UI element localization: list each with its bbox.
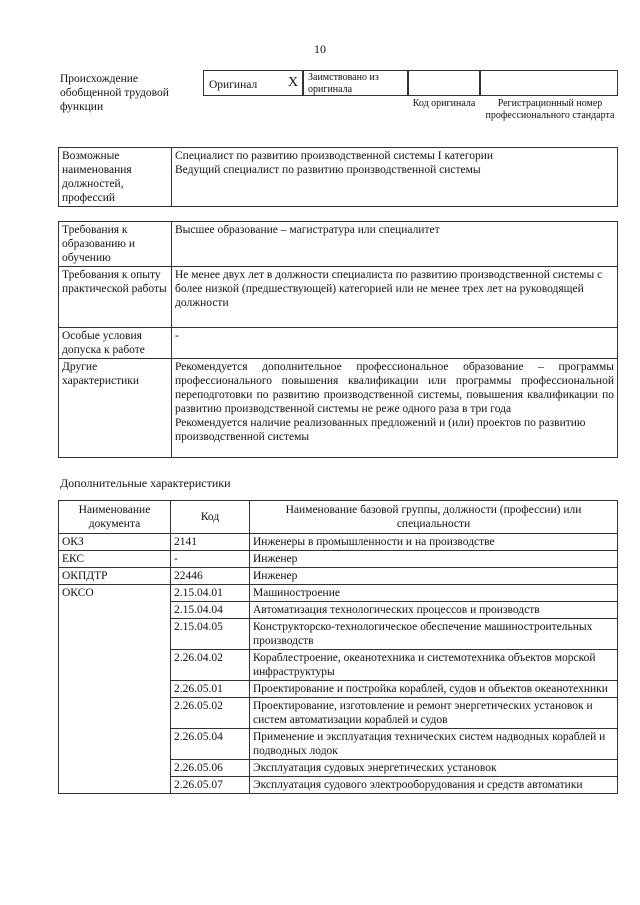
- code-cell: 22446: [171, 568, 250, 585]
- positions-label: Возможные наименования должностей, профессий: [59, 148, 172, 207]
- header-doc: Наименование документа: [59, 501, 171, 534]
- req-label: Особые условия допуска к работе: [59, 328, 172, 359]
- code-cell: 2.26.05.04: [171, 729, 250, 760]
- origin-label: Происхождение обобщенной трудовой функции: [60, 73, 169, 113]
- code-cell: 2141: [171, 534, 250, 551]
- name-cell: Автоматизация технологических процессов и производств: [250, 602, 618, 619]
- name-cell: Машиностроение: [250, 585, 618, 602]
- code-cell: 2.15.04.04: [171, 602, 250, 619]
- original-cell: [203, 70, 303, 96]
- other-characteristics-1: Рекомендуется дополнительное профессиональное образование – программы профессионального повышения квалификации или программы профессиональной переподготовки по развитию производственной системы, повышения квалификации по развитию производственной системы не реже одного раза в три года: [175, 361, 614, 415]
- code-cell: -: [171, 551, 250, 568]
- page-number: 10: [314, 42, 326, 56]
- additional-table: [58, 500, 618, 794]
- reg-number-cell: [480, 70, 618, 96]
- original-label: Оригинал: [209, 79, 258, 91]
- code-cell: 2.15.04.05: [171, 619, 250, 650]
- doc-cell: ОКСО: [59, 585, 171, 794]
- requirements-table: [58, 221, 618, 458]
- name-cell: Проектирование, изготовление и ремонт энергетических установок и систем автоматизации кораблей и судов: [250, 698, 618, 729]
- name-cell: Инженер: [250, 568, 618, 585]
- header-code: Код: [171, 501, 250, 534]
- code-cell: 2.26.05.06: [171, 760, 250, 777]
- name-cell: Применение и эксплуатация технических систем надводных кораблей и подводных лодок: [250, 729, 618, 760]
- req-value: Высшее образование – магистратура или специалитет: [172, 222, 618, 267]
- code-cell: 2.26.04.02: [171, 650, 250, 681]
- name-cell: Конструкторско-технологическое обеспечение машиностроительных производств: [250, 619, 618, 650]
- original-code-cell: [408, 70, 480, 96]
- name-cell: Инженеры в промышленности и на производстве: [250, 534, 618, 551]
- positions-values: [172, 148, 618, 207]
- req-value: [172, 359, 618, 458]
- borrowed-label: Заимствовано из оригинала: [308, 72, 379, 95]
- position-2: Ведущий специалист по развитию производственной системы: [175, 164, 481, 176]
- other-characteristics-2: Рекомендуется наличие реализованных предложений и (или) проектов по развитию производственной системы: [175, 417, 586, 443]
- table-row: [59, 585, 618, 602]
- code-cell: 2.26.05.01: [171, 681, 250, 698]
- original-mark: X: [288, 75, 299, 90]
- doc-cell: ЕКС: [59, 551, 171, 568]
- code-cell: 2.15.04.01: [171, 585, 250, 602]
- name-cell: Проектирование и постройка кораблей, судов и объектов океанотехники: [250, 681, 618, 698]
- header-name: Наименование базовой группы, должности (профессии) или специальности: [250, 501, 618, 534]
- table-row: [59, 568, 618, 585]
- name-cell: Эксплуатация судовых энергетических установок: [250, 760, 618, 777]
- req-label: Другие характеристики: [59, 359, 172, 458]
- original-code-caption: Код оригинала: [412, 98, 476, 109]
- name-cell: Инженер: [250, 551, 618, 568]
- doc-cell: ОКЗ: [59, 534, 171, 551]
- req-label: Требования к образованию и обучению: [59, 222, 172, 267]
- req-label: Требования к опыту практической работы: [59, 267, 172, 328]
- table-row: [59, 551, 618, 568]
- doc-cell: ОКПДТР: [59, 568, 171, 585]
- code-cell: 2.26.05.02: [171, 698, 250, 729]
- additional-title: Дополнительные характеристики: [60, 476, 231, 490]
- table-row: [59, 534, 618, 551]
- code-cell: 2.26.05.07: [171, 777, 250, 794]
- req-value: Не менее двух лет в должности специалиста по развитию производственной системы с более низкой (предшествующей) категорией или не менее трех лет на руководящей должности: [172, 267, 618, 328]
- borrowed-cell: [303, 70, 408, 96]
- positions-table: [58, 147, 618, 207]
- position-1: Специалист по развитию производственной системы I категории: [175, 150, 494, 162]
- name-cell: Кораблестроение, океанотехника и системотехника объектов морской инфраструктуры: [250, 650, 618, 681]
- reg-number-caption: Регистрационный номер профессионального стандарта: [485, 98, 615, 121]
- req-value: -: [172, 328, 618, 359]
- name-cell: Эксплуатация судового электрооборудования и средств автоматики: [250, 777, 618, 794]
